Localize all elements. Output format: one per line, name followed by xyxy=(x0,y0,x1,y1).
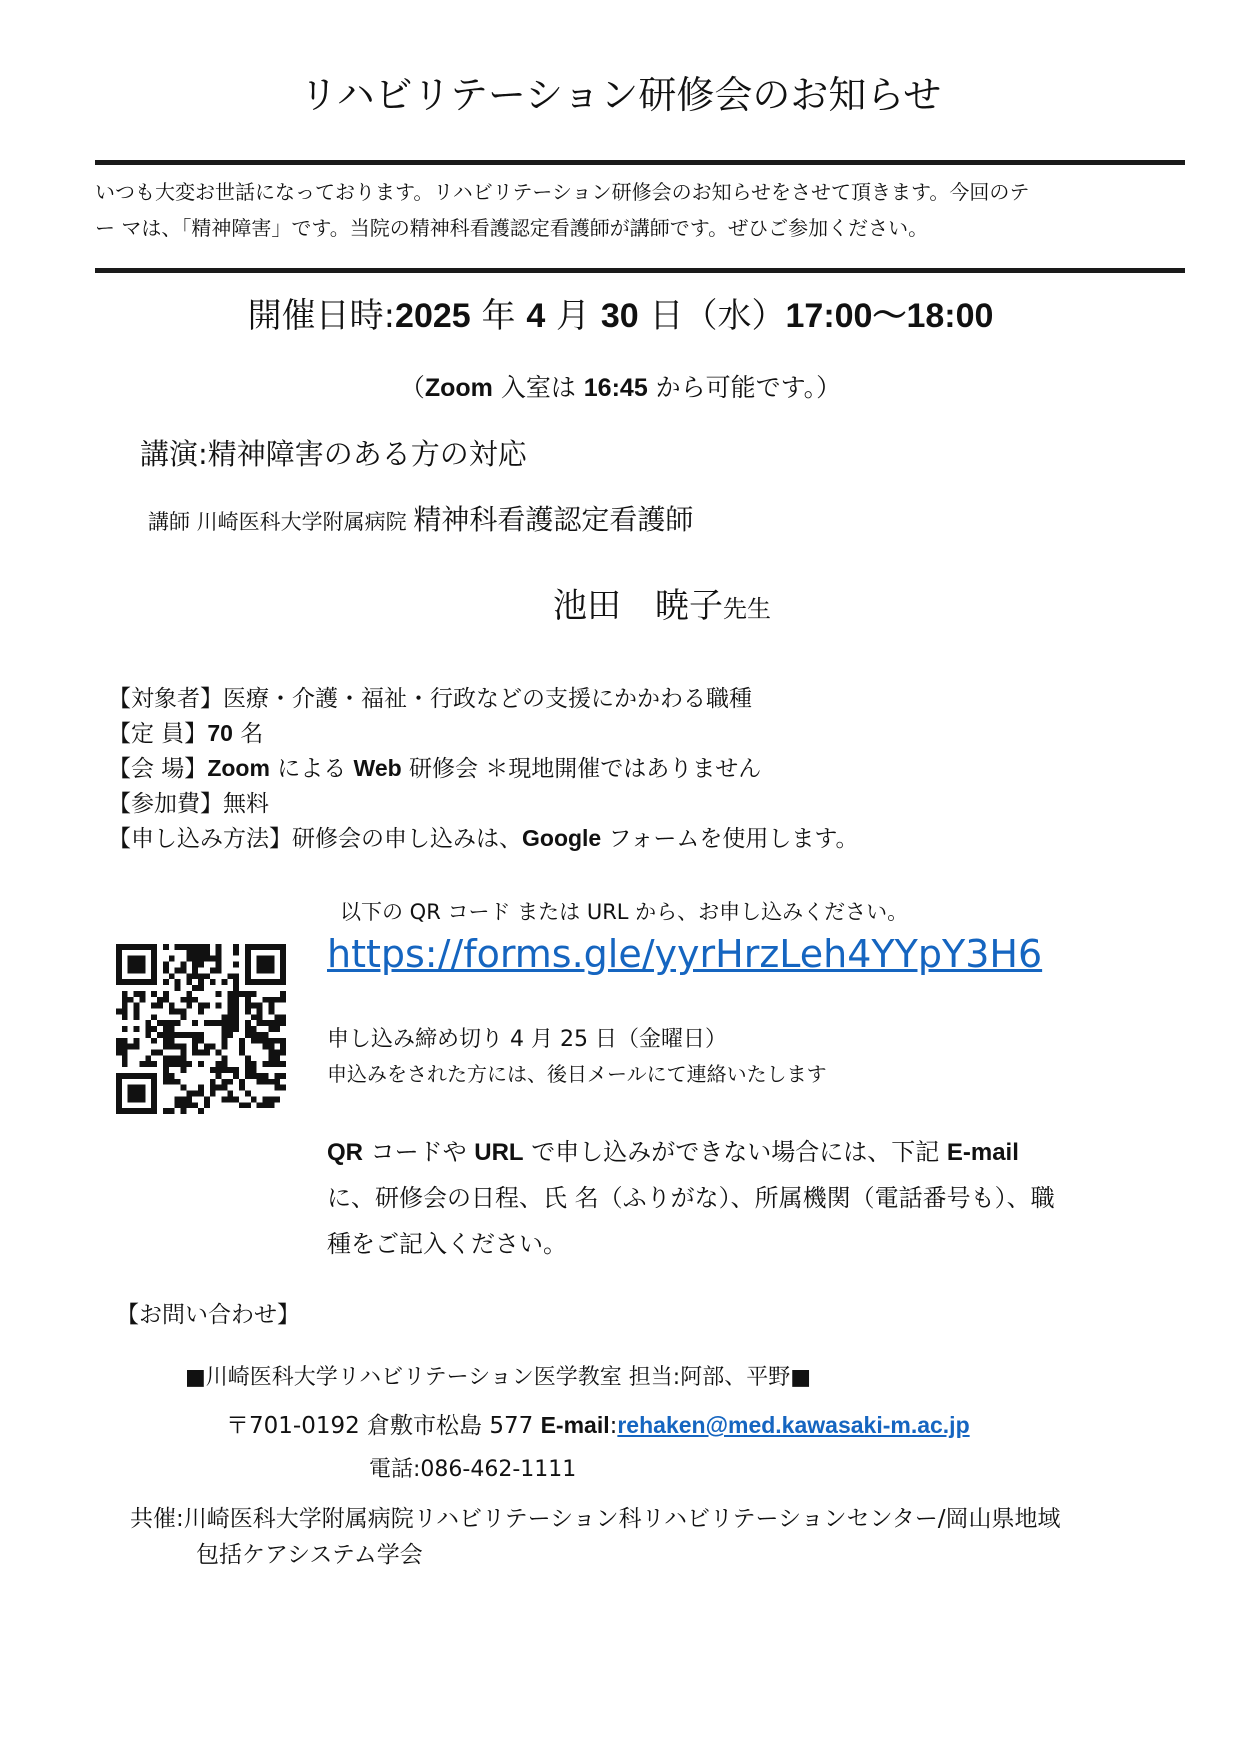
lecture-title: 講演:精神障害のある方の対応 xyxy=(140,437,527,471)
venue-web: Web xyxy=(353,755,402,781)
alt-qr: QR xyxy=(327,1139,363,1166)
datetime-label: 開催日時: xyxy=(247,296,396,336)
capacity-value: 70 xyxy=(207,720,233,746)
contact-phone: 電話:086-462-1111 xyxy=(369,1457,577,1482)
bottom-divider xyxy=(95,268,1185,273)
qr-code-icon[interactable] xyxy=(116,944,286,1114)
capacity-unit: 名 xyxy=(232,721,264,747)
qr-code-graphic xyxy=(116,944,286,1114)
venue-tail: 研修会 ＊現地開催ではありません xyxy=(401,756,762,782)
speaker-name: 池田 暁子 xyxy=(553,586,723,626)
capacity xyxy=(108,715,263,748)
alt-contact-line-3: 種をご記入ください。 xyxy=(327,1230,567,1258)
contact-address-email xyxy=(226,1407,970,1440)
registration-url-link[interactable]: https://forms.gle/yyrHrzLeh4YYpY3H6 xyxy=(327,932,1043,976)
fee: 【参加費】無料 xyxy=(108,791,269,817)
lecturer-title: 精神科看護認定看護師 xyxy=(413,503,694,536)
venue-label: 【会 場】 xyxy=(108,756,208,782)
venue-mid: による xyxy=(269,756,354,782)
method-tail: フォームを使用します。 xyxy=(601,826,859,852)
event-day: 30 xyxy=(600,297,639,335)
top-divider xyxy=(95,160,1185,165)
page-title: リハビリテーション研修会のお知らせ xyxy=(299,73,942,117)
intro-text xyxy=(95,174,1185,246)
alt-email: E-mail xyxy=(946,1139,1019,1166)
contact-email-label: E-mail xyxy=(540,1412,610,1438)
event-year-unit: 年 xyxy=(470,296,527,336)
event-day-unit: 日（水） xyxy=(638,296,786,336)
application-method xyxy=(108,820,859,853)
registration-notice: 申込みをされた方には、後日メールにて連絡いたします xyxy=(327,1062,827,1086)
capacity-label: 【定 員】 xyxy=(108,721,208,747)
zoom-tail: から可能です。） xyxy=(647,373,842,402)
registration-deadline: 申し込み締め切り 4 月 25 日（金曜日） xyxy=(327,1027,727,1052)
event-month-unit: 月 xyxy=(545,296,601,336)
zoom-open-paren: （ xyxy=(399,373,425,402)
intro-line-2: ー マは、「精神障害」です。当院の精神科看護認定看護師が講師です。ぜひご参加ください。 xyxy=(95,216,929,240)
alt-text-1: コードや xyxy=(363,1138,475,1166)
zoom-label: Zoom xyxy=(424,374,493,402)
alt-url: URL xyxy=(474,1139,524,1166)
cohost-line-1: 共催:川崎医科大学附属病院リハビリテーション科リハビリテーションセンター/岡山県地域 xyxy=(130,1506,1061,1532)
contact-org: ■川崎医科大学リハビリテーション医学教室 担当:阿部、平野■ xyxy=(185,1365,811,1390)
event-time: 17:00〜18:00 xyxy=(785,297,994,335)
lecturer-affiliation: 講師 川崎医科大学附属病院 xyxy=(148,510,414,534)
contact-heading: 【お問い合わせ】 xyxy=(116,1302,300,1328)
zoom-entry-note xyxy=(0,368,1241,404)
cohost-line-2: 包括ケアシステム学会 xyxy=(196,1542,423,1568)
alt-text-2: で申し込みができない場合には、下記 xyxy=(523,1138,947,1166)
venue-zoom: Zoom xyxy=(207,755,270,781)
intro-line-1: いつも大変お世話になっております。リハビリテーション研修会のお知らせをさせて頂きます。今回のテ xyxy=(95,180,1030,204)
registration-instruction: 以下の QR コード または URL から、お申し込みください。 xyxy=(340,900,909,924)
alt-contact-line-1 xyxy=(327,1132,1019,1167)
contact-email-link[interactable]: rehaken@med.kawasaki-m.ac.jp xyxy=(617,1412,970,1438)
event-year: 2025 xyxy=(395,297,471,335)
method-google: Google xyxy=(522,825,602,851)
lecturer-line xyxy=(148,498,693,538)
venue xyxy=(108,750,761,783)
contact-email-sep: : xyxy=(609,1413,618,1439)
zoom-time: 16:45 xyxy=(583,374,648,402)
contact-address: 〒701-0192 倉敷市松島 577 xyxy=(226,1413,541,1439)
event-month: 4 xyxy=(526,297,546,335)
target-audience: 【対象者】医療・介護・福祉・行政などの支援にかかわる職種 xyxy=(108,686,752,712)
zoom-mid: 入室は xyxy=(492,373,584,402)
event-datetime xyxy=(0,288,1241,337)
speaker xyxy=(553,578,771,627)
speaker-honorific: 先生 xyxy=(723,595,771,623)
method-label: 【申し込み方法】研修会の申し込みは、 xyxy=(108,826,522,852)
alt-contact-line-2: に、研修会の日程、氏 名（ふりがな）、所属機関（電話番号も）、職 xyxy=(327,1184,1055,1212)
